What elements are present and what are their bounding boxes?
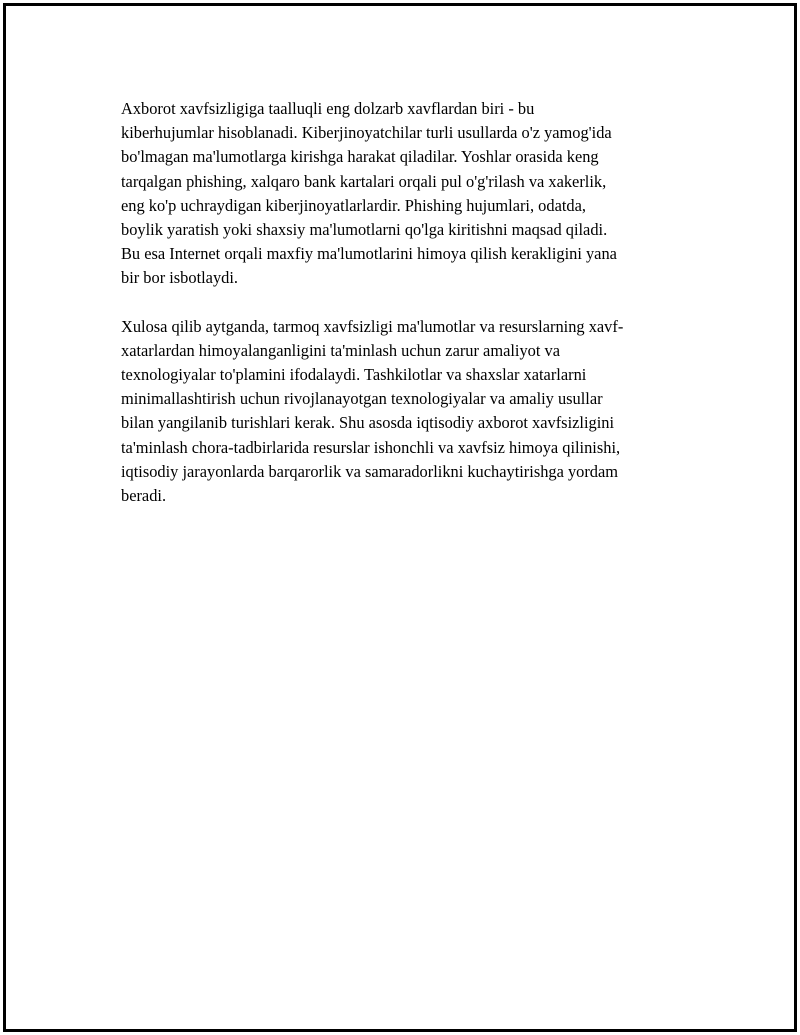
document-body xyxy=(121,97,696,532)
paragraph-conclusion xyxy=(121,315,696,509)
text-line: Xulosa qilib aytganda, tarmoq xavfsizligi ma'lumotlar va resurslarning xavf- xyxy=(121,316,624,336)
text-line: kiberhujumlar hisoblanadi. Kiberjinoyatchilar turli usullarda o'z yamog'ida xyxy=(121,123,612,143)
document-page xyxy=(3,3,797,1032)
text-line: beradi. xyxy=(121,486,167,506)
text-line: xatarlardan himoyalanganligini ta'minlash uchun zarur amaliyot va xyxy=(121,340,560,360)
text-line: eng ko'p uchraydigan kiberjinoyatlarlardir. Phishing hujumlari, odatda, xyxy=(121,195,586,215)
text-line: minimallashtirish uchun rivojlanayotgan texnologiyalar va amaliy usullar xyxy=(121,389,603,409)
text-line: Axborot xavfsizligiga taalluqli eng dolzarb xavflardan biri - bu xyxy=(121,99,535,118)
text-line: Bu esa Internet orqali maxfiy ma'lumotlarini himoya qilish kerakligini yana xyxy=(121,244,617,264)
text-line: bilan yangilanib turishlari kerak. Shu asosda iqtisodiy axborot xavfsizligini xyxy=(121,413,614,433)
text-line: ta'minlash chora-tadbirlarida resurslar ishonchli va xavfsiz himoya qilinishi, xyxy=(121,437,621,457)
text-line: bir bor isbotlaydi. xyxy=(121,268,238,288)
text-line: bo'lmagan ma'lumotlarga kirishga harakat qiladilar. Yoshlar orasida keng xyxy=(121,147,599,167)
text-line: tarqalgan phishing, xalqaro bank kartalari orqali pul o'g'rilash va xakerlik, xyxy=(121,171,607,191)
text-line: texnologiyalar to'plamini ifodalaydi. Tashkilotlar va shaxslar xatarlarni xyxy=(121,365,587,385)
paragraph-cyberattacks xyxy=(121,97,696,291)
text-line: boylik yaratish yoki shaxsiy ma'lumotlarni qo'lga kiritishni maqsad qiladi. xyxy=(121,220,608,240)
text-line: iqtisodiy jarayonlarda barqarorlik va samaradorlikni kuchaytirishga yordam xyxy=(121,461,619,481)
